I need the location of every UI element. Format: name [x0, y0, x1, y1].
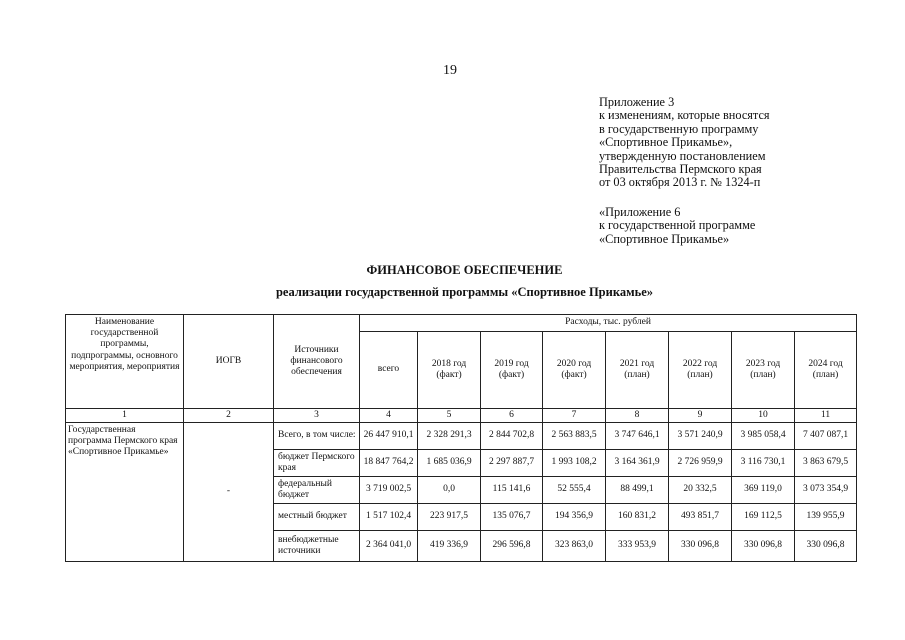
year-label: 2024 год [808, 358, 843, 369]
value-cell: 20 332,5 [669, 477, 732, 504]
column-number: 3 [274, 409, 360, 423]
document-subtitle: реализации государственной программы «Спортивное Прикамье» [275, 285, 654, 299]
value-cell: 3 073 354,9 [795, 477, 857, 504]
year-label: 2022 год [682, 358, 718, 369]
document-title: ФИНАНСОВОЕ ОБЕСПЕЧЕНИЕ [366, 263, 563, 277]
header-year-2024 [795, 332, 857, 409]
year-label: 2019 год [494, 358, 529, 369]
header-year-2021 [606, 332, 669, 409]
value-cell: 3 747 646,1 [606, 423, 669, 450]
value-cell: 2 297 887,7 [481, 450, 543, 477]
appendix-line: к государственной программе [599, 218, 756, 233]
column-number: 6 [481, 409, 543, 423]
appendix-line: Приложение 3 [599, 95, 675, 109]
value-cell: 1 993 108,2 [543, 450, 606, 477]
column-number: 4 [360, 409, 418, 423]
column-number: 7 [543, 409, 606, 423]
source-label: федеральный бюджет [274, 477, 360, 504]
value-cell: 3 164 361,9 [606, 450, 669, 477]
year-kind: (факт) [436, 370, 462, 380]
value-cell: 2 328 291,3 [418, 423, 481, 450]
header-iogv: ИОГВ [184, 315, 274, 409]
header-year-2019 [481, 332, 543, 409]
appendix-line: Правительства Пермского края [599, 162, 762, 177]
value-cell: 160 831,2 [606, 504, 669, 531]
value-cell: 139 955,9 [795, 504, 857, 531]
value-cell: 223 917,5 [418, 504, 481, 531]
year-label: 2021 год [619, 358, 655, 369]
value-cell: 7 407 087,1 [795, 423, 857, 450]
value-cell: 115 141,6 [481, 477, 543, 504]
column-numbers-row [66, 409, 857, 423]
header-year-2022 [669, 332, 732, 409]
value-cell: 2 726 959,9 [669, 450, 732, 477]
year-kind: (план) [624, 370, 650, 380]
value-cell: 333 953,9 [606, 531, 669, 562]
financing-table [65, 314, 857, 562]
appendix-line: «Приложение 6 [599, 205, 681, 219]
value-cell: 2 844 702,8 [481, 423, 543, 450]
value-cell: 3 571 240,9 [669, 423, 732, 450]
appendix-line: утвержденную постановлением [599, 148, 766, 163]
value-cell: 194 356,9 [543, 504, 606, 531]
value-cell: 3 863 679,5 [795, 450, 857, 477]
column-number: 5 [418, 409, 481, 423]
value-cell: 493 851,7 [669, 504, 732, 531]
header-year-2018 [418, 332, 481, 409]
column-number: 2 [184, 409, 274, 423]
header-sources: Источники финансового обеспечения [274, 315, 360, 409]
value-cell: 2 364 041,0 [360, 531, 418, 562]
table-header-row [66, 315, 857, 332]
value-cell: 135 076,7 [481, 504, 543, 531]
year-kind: (факт) [498, 370, 525, 380]
header-name: Наименование государственной программы, подпрограммы, основного мероприятия, мероприятия [66, 315, 184, 409]
column-number: 9 [669, 409, 732, 423]
value-cell: 26 447 910,1 [360, 423, 418, 450]
appendix-program-note [599, 206, 755, 246]
column-number: 8 [606, 409, 669, 423]
value-cell: 330 096,8 [732, 531, 795, 562]
value-cell: 3 719 002,5 [360, 477, 418, 504]
value-cell: 330 096,8 [795, 531, 857, 562]
year-label: 2018 год [431, 358, 467, 369]
column-number: 11 [795, 409, 857, 423]
year-kind: (план) [750, 370, 776, 380]
value-cell: 369 119,0 [732, 477, 795, 504]
header-year-2020 [543, 332, 606, 409]
appendix-line: от 03 октября 2013 г. № 1324-п [599, 175, 761, 190]
column-number: 1 [66, 409, 184, 423]
source-label: внебюджетные источники [274, 531, 360, 562]
year-kind: (факт) [561, 370, 587, 380]
source-label: местный бюджет [274, 504, 360, 531]
value-cell: 52 555,4 [543, 477, 606, 504]
program-name: Государственная программа Пермского края «Спортивное Прикамье» [66, 423, 184, 562]
value-cell: 1 517 102,4 [360, 504, 418, 531]
value-cell: 88 499,1 [606, 477, 669, 504]
header-year-2023 [732, 332, 795, 409]
value-cell: 3 116 730,1 [732, 450, 795, 477]
appendix-line: в государственную программу [599, 121, 759, 136]
appendix-change-note [599, 96, 770, 190]
value-cell: 0,0 [418, 477, 481, 504]
year-kind: (план) [812, 370, 839, 380]
year-label: 2023 год [745, 358, 781, 369]
table-row [66, 423, 857, 450]
value-cell: 2 563 883,5 [543, 423, 606, 450]
header-expenses: Расходы, тыс. рублей [360, 315, 857, 332]
header-total: всего [360, 332, 418, 409]
value-cell: 323 863,0 [543, 531, 606, 562]
appendix-line: к изменениям, которые вносятся [599, 108, 770, 123]
value-cell: 18 847 764,2 [360, 450, 418, 477]
value-cell: 3 985 058,4 [732, 423, 795, 450]
page-number: 19 [443, 63, 457, 78]
value-cell: 1 685 036,9 [418, 450, 481, 477]
value-cell: 419 336,9 [418, 531, 481, 562]
value-cell: 296 596,8 [481, 531, 543, 562]
year-kind: (план) [687, 370, 713, 380]
column-number: 10 [732, 409, 795, 423]
iogv-value: - [184, 423, 274, 562]
year-label: 2020 год [556, 358, 592, 369]
value-cell: 169 112,5 [732, 504, 795, 531]
source-label: бюджет Пермского края [274, 450, 360, 477]
appendix-line: «Спортивное Прикамье» [599, 231, 730, 246]
source-label: Всего, в том числе: [274, 423, 360, 450]
value-cell: 330 096,8 [669, 531, 732, 562]
appendix-line: «Спортивное Прикамье», [599, 135, 733, 150]
